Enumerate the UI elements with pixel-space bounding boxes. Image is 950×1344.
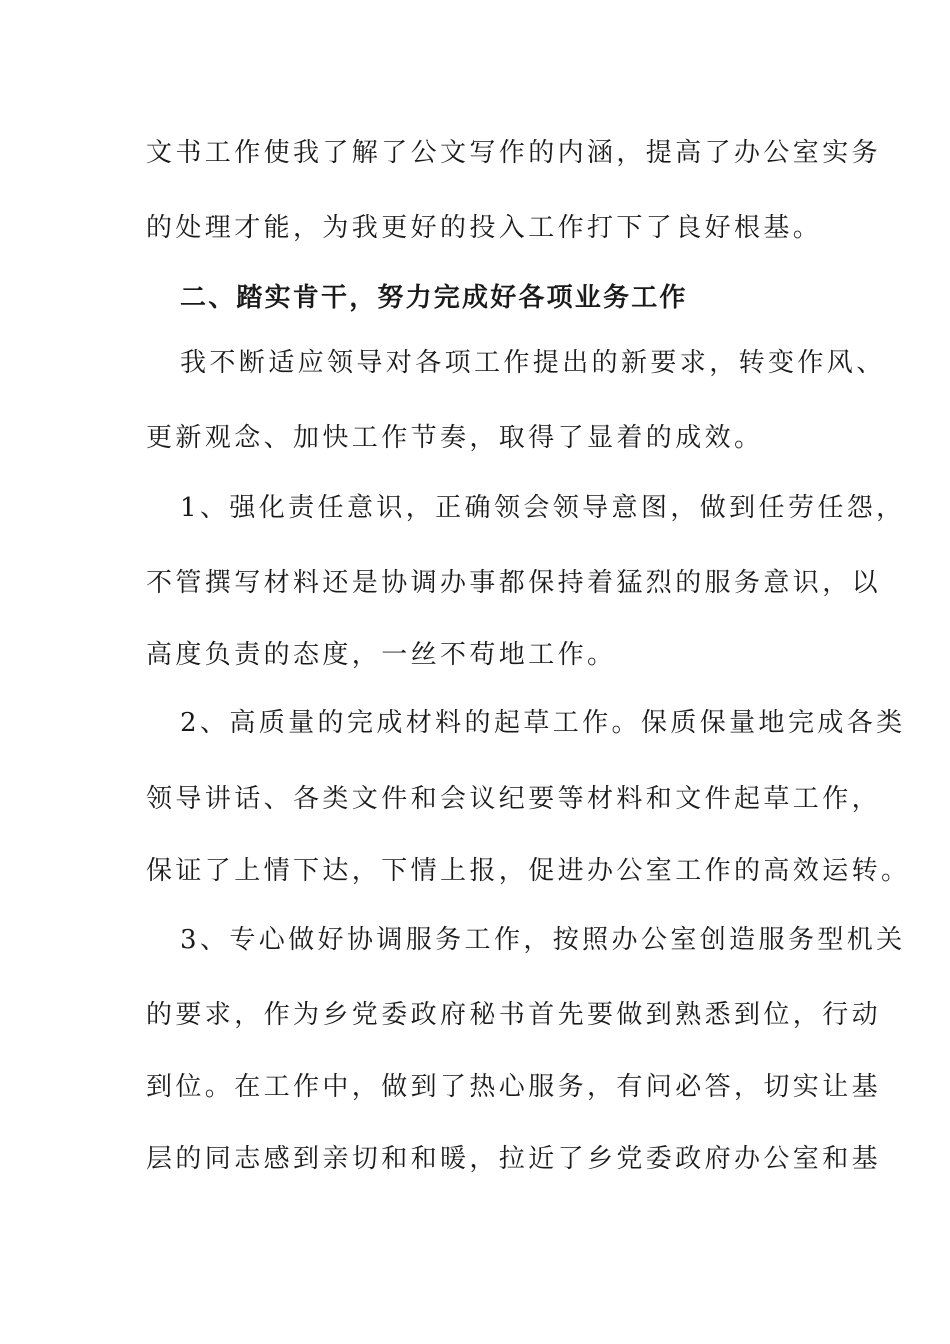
- list-item-1-line-3: 高度负责的态度，一丝不苟地工作。: [146, 640, 617, 670]
- list-item-3-line-3: 到位。在工作中，做到了热心服务，有问必答，切实让基: [146, 1072, 882, 1102]
- paragraph-line-4: 更新观念、加快工作节奏，取得了显着的成效。: [146, 423, 764, 453]
- list-item-3-line-1: 3、专心做好协调服务工作，按照办公室创造服务型机关: [180, 925, 906, 955]
- list-item-1-line-2: 不管撰写材料还是协调办事都保持着猛烈的服务意识，以: [146, 568, 882, 598]
- list-item-3-line-2: 的要求，作为乡党委政府秘书首先要做到熟悉到位，行动: [146, 1000, 882, 1030]
- paragraph-line-1: 文书工作使我了解了公文写作的内涵，提高了办公室实务: [146, 138, 882, 168]
- list-item-1-line-1: 1、强化责任意识，正确领会领导意图，做到任劳任怨，: [180, 493, 906, 523]
- paragraph-line-3: 我不断适应领导对各项工作提出的新要求，转变作风、: [180, 348, 886, 378]
- list-item-2-line-3: 保证了上情下达，下情上报，促进办公室工作的高效运转。: [146, 856, 911, 886]
- list-item-2-line-1: 2、高质量的完成材料的起草工作。保质保量地完成各类: [180, 708, 906, 738]
- section-heading: 二、踏实肯干，努力完成好各项业务工作: [180, 283, 688, 313]
- list-item-2-line-2: 领导讲话、各类文件和会议纪要等材料和文件起草工作，: [146, 784, 882, 814]
- paragraph-line-2: 的处理才能，为我更好的投入工作打下了良好根基。: [146, 213, 823, 243]
- list-item-3-line-4: 层的同志感到亲切和和暖，拉近了乡党委政府办公室和基: [146, 1144, 882, 1174]
